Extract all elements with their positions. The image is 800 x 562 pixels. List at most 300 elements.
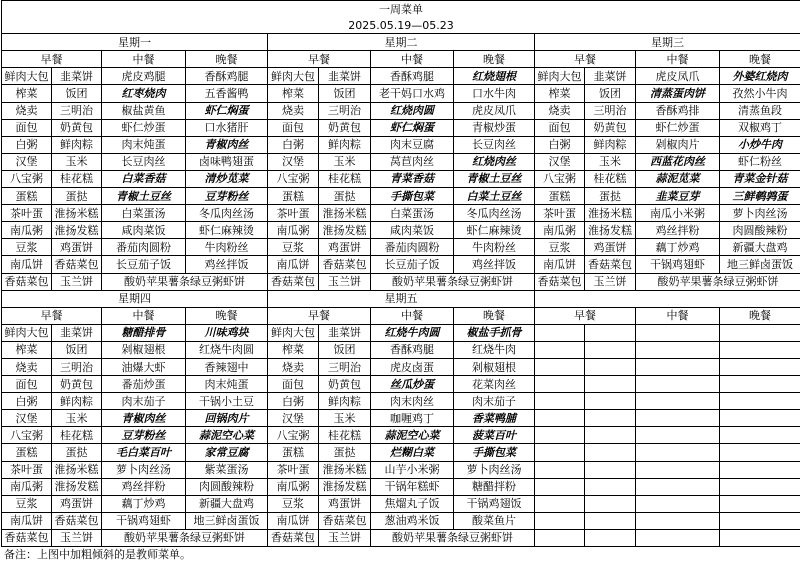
dish-cell: 淮扬发糕	[52, 222, 102, 239]
breakfast-header: 早餐	[535, 51, 636, 68]
dish-cell: 韭菜饼	[319, 324, 371, 341]
dish-cell: 酸奶苹果薯条绿豆粥虾饼	[102, 529, 268, 546]
dish-cell: 鸡蛋饼	[319, 495, 371, 512]
dish-cell: 糖醋拌粉	[454, 478, 535, 495]
empty-cell	[585, 495, 636, 512]
empty-cell	[585, 376, 636, 393]
dish-cell: 肉圆酸辣粉	[186, 478, 268, 495]
page-title: 一周菜单	[2, 1, 800, 18]
empty-cell	[535, 461, 585, 478]
dinner-header: 晚餐	[720, 307, 800, 324]
teacher-dish-cell: 清炒苋菜	[186, 170, 268, 187]
dish-cell: 玉兰饼	[52, 529, 102, 546]
dish-cell: 玉兰饼	[52, 273, 102, 290]
dish-cell: 玉米	[319, 410, 371, 427]
day-header: 星期五	[268, 290, 535, 307]
dish-cell: 藕丁炒鸡	[636, 239, 720, 256]
teacher-dish-cell: 白菜土豆丝	[454, 188, 535, 205]
teacher-dish-cell: 蒜泥空心菜	[186, 427, 268, 444]
dish-cell: 鸡蛋饼	[52, 239, 102, 256]
dish-cell: 八宝粥	[535, 170, 585, 187]
dish-cell: 淮扬米糕	[52, 205, 102, 222]
dish-cell: 香酥鸡腿	[186, 68, 268, 85]
dish-cell: 淮扬米糕	[585, 205, 636, 222]
menu-row	[2, 461, 800, 478]
dish-cell: 面包	[268, 376, 319, 393]
dish-cell: 白菜蛋汤	[371, 205, 454, 222]
empty-cell	[585, 478, 636, 495]
dish-cell: 韭菜饼	[585, 68, 636, 85]
teacher-dish-cell: 回锅肉片	[186, 410, 268, 427]
dish-cell: 桂花糕	[319, 170, 371, 187]
dish-cell: 虎皮凤爪	[636, 68, 720, 85]
dish-cell: 酸奶苹果薯条绿豆粥虾饼	[371, 529, 535, 546]
dinner-header: 晚餐	[186, 51, 268, 68]
dish-cell: 淮扬发糕	[52, 478, 102, 495]
dish-cell: 虎皮卤蛋	[371, 358, 454, 375]
dish-cell: 萝卜肉丝汤	[720, 205, 800, 222]
meal-header-row	[2, 51, 800, 68]
dish-cell: 韭菜饼	[319, 68, 371, 85]
dish-cell: 南瓜粥	[535, 222, 585, 239]
dish-cell: 八宝粥	[2, 170, 52, 187]
dish-cell: 酸菜鱼片	[454, 512, 535, 529]
teacher-dish-cell: 豆芽粉丝	[186, 188, 268, 205]
dish-cell: 冬瓜肉丝汤	[186, 205, 268, 222]
dish-cell: 蛋挞	[52, 188, 102, 205]
dish-cell: 白粥	[535, 136, 585, 153]
dish-cell: 藕丁炒鸡	[102, 495, 186, 512]
dish-cell: 八宝粥	[268, 170, 319, 187]
menu-row	[2, 153, 800, 170]
dish-cell: 白粥	[268, 136, 319, 153]
empty-cell	[585, 444, 636, 461]
teacher-dish-cell: 韭菜豆芽	[636, 188, 720, 205]
dish-cell: 淮扬米糕	[319, 461, 371, 478]
empty-cell	[720, 461, 800, 478]
dish-cell: 南瓜饼	[2, 256, 52, 273]
dish-cell: 南瓜粥	[268, 478, 319, 495]
dish-cell: 香酥鸡腿	[371, 68, 454, 85]
menu-row	[2, 205, 800, 222]
dish-cell: 肉末炖蛋	[186, 376, 268, 393]
dish-cell: 奶黄包	[52, 376, 102, 393]
dish-cell: 鸡丝拌饭	[454, 256, 535, 273]
dish-cell: 面包	[2, 119, 52, 136]
empty-cell	[636, 324, 720, 341]
dish-cell: 虾仁麻辣烫	[454, 222, 535, 239]
empty-cell	[720, 444, 800, 461]
teacher-dish-cell: 蒜泥苋菜	[636, 170, 720, 187]
teacher-dish-cell: 糖醋排骨	[102, 324, 186, 341]
dish-cell: 紫菜蛋汤	[186, 461, 268, 478]
dish-cell: 饭团	[52, 341, 102, 358]
dish-cell: 淮扬发糕	[319, 478, 371, 495]
teacher-dish-cell: 虾仁焖蛋	[186, 102, 268, 119]
empty-cell	[720, 341, 800, 358]
dish-cell: 玉兰饼	[319, 529, 371, 546]
dish-cell: 饭团	[319, 341, 371, 358]
empty-cell	[535, 444, 585, 461]
dish-cell: 鸡蛋饼	[319, 239, 371, 256]
dish-cell: 鸡丝拌饭	[186, 256, 268, 273]
menu-row	[2, 85, 800, 102]
empty-cell	[636, 376, 720, 393]
dish-cell: 干锅年糕虾	[371, 478, 454, 495]
dish-cell: 榨菜	[2, 85, 52, 102]
breakfast-header: 早餐	[2, 307, 102, 324]
dish-cell: 榨菜	[2, 341, 52, 358]
dish-cell: 榨菜	[268, 341, 319, 358]
dish-cell: 白粥	[268, 393, 319, 410]
teacher-dish-cell: 丝瓜炒蛋	[371, 376, 454, 393]
teacher-dish-cell: 三鲜鹌鹑蛋	[720, 188, 800, 205]
dish-cell: 八宝粥	[2, 427, 52, 444]
dish-cell: 长豆肉丝	[102, 153, 186, 170]
empty-cell	[636, 495, 720, 512]
breakfast-header: 早餐	[268, 51, 371, 68]
teacher-dish-cell: 红烧牛肉圆	[371, 324, 454, 341]
menu-row	[2, 376, 800, 393]
dish-cell: 玉米	[319, 153, 371, 170]
menu-row	[2, 170, 800, 187]
empty-cell	[636, 478, 720, 495]
teacher-dish-cell: 烂糊白菜	[371, 444, 454, 461]
dish-cell: 烧卖	[268, 102, 319, 119]
dish-cell: 香菇菜包	[52, 256, 102, 273]
dish-cell: 香菇菜包	[585, 256, 636, 273]
dish-cell: 香酥鸡排	[636, 102, 720, 119]
dish-cell: 汉堡	[535, 153, 585, 170]
empty-cell	[585, 529, 636, 546]
dish-cell: 香辣翅中	[186, 358, 268, 375]
dish-cell: 南瓜粥	[2, 222, 52, 239]
empty-cell	[636, 393, 720, 410]
dish-cell: 花菜肉丝	[454, 376, 535, 393]
dish-cell: 牛肉粉丝	[454, 239, 535, 256]
breakfast-header: 早餐	[2, 51, 102, 68]
dish-cell: 烧卖	[268, 358, 319, 375]
menu-row	[2, 393, 800, 410]
menu-row	[2, 119, 800, 136]
dish-cell: 香菇菜包	[2, 529, 52, 546]
dish-cell: 南瓜小米粥	[636, 205, 720, 222]
dish-cell: 酸奶苹果薯条绿豆粥虾饼	[102, 273, 268, 290]
empty-cell	[720, 512, 800, 529]
dish-cell: 虎皮凤爪	[454, 102, 535, 119]
dish-cell: 鲜肉大包	[268, 68, 319, 85]
dish-cell: 三明治	[52, 358, 102, 375]
teacher-dish-cell: 外婆红烧肉	[720, 68, 800, 85]
meal-header-row	[2, 307, 800, 324]
dish-cell: 蛋挞	[52, 444, 102, 461]
weekly-menu-table	[1, 0, 800, 547]
lunch-header: 中餐	[636, 307, 720, 324]
dish-cell: 蛋挞	[585, 188, 636, 205]
dish-cell: 蛋糕	[268, 188, 319, 205]
dish-cell: 孜然小牛肉	[720, 85, 800, 102]
dish-cell: 肉圆酸辣粉	[720, 222, 800, 239]
dish-cell: 番茄肉圆粉	[371, 239, 454, 256]
menu-row	[2, 256, 800, 273]
menu-row	[2, 444, 800, 461]
menu-row	[2, 427, 800, 444]
day-header: 星期三	[535, 34, 800, 51]
empty-cell	[535, 478, 585, 495]
dish-cell: 南瓜饼	[268, 256, 319, 273]
empty-cell	[535, 512, 585, 529]
dish-cell: 香酥鸡腿	[371, 341, 454, 358]
dish-cell: 桂花糕	[52, 427, 102, 444]
dish-cell: 面包	[268, 119, 319, 136]
dish-cell: 豆浆	[535, 239, 585, 256]
dish-cell: 汉堡	[2, 410, 52, 427]
menu-row	[2, 102, 800, 119]
empty-cell	[636, 529, 720, 546]
empty-cell	[585, 341, 636, 358]
lunch-header: 中餐	[371, 307, 454, 324]
dish-cell: 冬瓜肉丝汤	[454, 205, 535, 222]
dish-cell: 白菜蛋汤	[102, 205, 186, 222]
dish-cell: 新疆大盘鸡	[720, 239, 800, 256]
empty-cell	[535, 529, 585, 546]
teacher-dish-cell: 青菜金针菇	[720, 170, 800, 187]
dish-cell: 鲜肉粽	[319, 136, 371, 153]
dish-cell: 榨菜	[268, 85, 319, 102]
dish-cell: 地三鲜卤蛋饭	[186, 512, 268, 529]
dish-cell: 香菇菜包	[535, 273, 585, 290]
empty-cell	[585, 324, 636, 341]
empty-cell	[535, 324, 585, 341]
dinner-header: 晚餐	[186, 307, 268, 324]
empty-cell	[720, 324, 800, 341]
dish-cell: 肉末茄子	[454, 393, 535, 410]
teacher-dish-cell: 青菜香菇	[371, 170, 454, 187]
dish-cell: 汉堡	[2, 153, 52, 170]
empty-cell	[585, 512, 636, 529]
empty-cell	[720, 410, 800, 427]
dish-cell: 虾仁炒蛋	[636, 119, 720, 136]
dish-cell: 三明治	[319, 102, 371, 119]
day-header: 星期四	[2, 290, 268, 307]
dish-cell: 香菇菜包	[319, 512, 371, 529]
dish-cell: 清蒸鱼段	[720, 102, 800, 119]
empty-cell	[720, 393, 800, 410]
dish-cell: 青椒炒蛋	[454, 119, 535, 136]
dish-cell: 豆浆	[268, 495, 319, 512]
dish-cell: 桂花糕	[52, 170, 102, 187]
dish-cell: 南瓜粥	[268, 222, 319, 239]
dish-cell: 葱油鸡米饭	[371, 512, 454, 529]
dish-cell: 奶黄包	[319, 119, 371, 136]
dish-cell: 饭团	[585, 85, 636, 102]
dish-cell: 茶叶蛋	[2, 205, 52, 222]
dish-cell: 咸肉菜饭	[102, 222, 186, 239]
dish-cell: 玉兰饼	[319, 273, 371, 290]
dish-cell: 虾仁麻辣烫	[186, 222, 268, 239]
dish-cell: 豆浆	[268, 239, 319, 256]
dish-cell: 剁椒翅根	[102, 341, 186, 358]
menu-row	[2, 324, 800, 341]
lunch-header: 中餐	[102, 307, 186, 324]
dinner-header: 晚餐	[454, 51, 535, 68]
teacher-dish-cell: 青椒土豆丝	[454, 170, 535, 187]
dish-cell: 口水猪肝	[186, 119, 268, 136]
dish-cell: 蛋糕	[2, 188, 52, 205]
dish-cell: 红烧牛肉	[454, 341, 535, 358]
empty-cell	[720, 495, 800, 512]
empty-cell	[585, 461, 636, 478]
teacher-dish-cell: 毛白菜百叶	[102, 444, 186, 461]
teacher-dish-cell: 西蓝花肉丝	[636, 153, 720, 170]
dish-cell: 剁椒肉片	[636, 136, 720, 153]
teacher-dish-cell: 小炒牛肉	[720, 136, 800, 153]
dish-cell: 香菇菜包	[268, 273, 319, 290]
teacher-dish-cell: 菠菜百叶	[454, 427, 535, 444]
dish-cell: 鲜肉大包	[268, 324, 319, 341]
dish-cell: 老干妈口水鸡	[371, 85, 454, 102]
lunch-header: 中餐	[102, 51, 186, 68]
date-range: 2025.05.19—05.23	[2, 17, 800, 34]
teacher-dish-cell: 红烧肉丝	[454, 153, 535, 170]
dish-cell: 桂花糕	[319, 427, 371, 444]
dish-cell: 红烧牛肉圆	[186, 341, 268, 358]
dish-cell: 香菇菜包	[52, 512, 102, 529]
empty-cell	[720, 376, 800, 393]
dish-cell: 淮扬米糕	[319, 205, 371, 222]
teacher-dish-cell: 家常豆腐	[186, 444, 268, 461]
menu-row	[2, 68, 800, 85]
dish-cell: 韭菜饼	[52, 324, 102, 341]
dish-cell: 豆浆	[2, 239, 52, 256]
empty-cell	[636, 427, 720, 444]
dish-cell: 鲜肉粽	[52, 393, 102, 410]
teacher-dish-cell: 虾仁焖蛋	[371, 119, 454, 136]
dish-cell: 香菇菜包	[268, 529, 319, 546]
menu-row	[2, 188, 800, 205]
empty-cell	[585, 427, 636, 444]
dish-cell: 鸡丝拌粉	[102, 478, 186, 495]
dish-cell: 长豆茄子饭	[371, 256, 454, 273]
teacher-dish-cell: 青椒肉丝	[102, 410, 186, 427]
dish-cell: 肉末炖蛋	[102, 136, 186, 153]
day-header-row	[2, 290, 800, 307]
empty-cell	[585, 410, 636, 427]
dish-cell: 茶叶蛋	[535, 205, 585, 222]
empty-cell	[535, 341, 585, 358]
dish-cell: 蛋挞	[319, 444, 371, 461]
dish-cell: 虾仁粉丝	[720, 153, 800, 170]
dish-cell: 长豆茄子饭	[102, 256, 186, 273]
dish-cell: 茶叶蛋	[2, 461, 52, 478]
dish-cell: 番茄肉圆粉	[102, 239, 186, 256]
dish-cell: 鲜肉粽	[585, 136, 636, 153]
dish-cell: 三明治	[52, 102, 102, 119]
teacher-dish-cell: 蒜泥空心菜	[371, 427, 454, 444]
teacher-dish-cell: 红烧肉圆	[371, 102, 454, 119]
empty-cell	[636, 444, 720, 461]
menu-row	[2, 512, 800, 529]
empty-cell	[636, 461, 720, 478]
dish-cell: 肉末肉丝	[371, 393, 454, 410]
dish-cell: 豆浆	[2, 495, 52, 512]
empty-cell	[535, 358, 585, 375]
dish-cell: 南瓜饼	[2, 512, 52, 529]
empty-cell	[535, 427, 585, 444]
teacher-dish-cell: 手撕包菜	[371, 188, 454, 205]
dish-cell: 干锅鸡翅虾	[636, 256, 720, 273]
menu-row	[2, 358, 800, 375]
dish-cell: 地三鲜卤蛋饭	[720, 256, 800, 273]
dish-cell: 淮扬发糕	[319, 222, 371, 239]
dish-cell: 鲜肉粽	[52, 136, 102, 153]
dish-cell: 酸奶苹果薯条绿豆粥虾饼	[636, 273, 800, 290]
dish-cell: 鸡蛋饼	[585, 239, 636, 256]
dish-cell: 茶叶蛋	[268, 205, 319, 222]
dish-cell: 蛋挞	[319, 188, 371, 205]
dish-cell: 萝卜肉丝汤	[454, 461, 535, 478]
dish-cell: 玉米	[52, 410, 102, 427]
menu-row	[2, 478, 800, 495]
dish-cell: 口水牛肉	[454, 85, 535, 102]
empty-cell	[585, 393, 636, 410]
dish-cell: 长豆肉丝	[454, 136, 535, 153]
menu-row	[2, 341, 800, 358]
teacher-dish-cell: 椒盐手抓骨	[454, 324, 535, 341]
footnote: 备注：上图中加粗倾斜的是教师菜单。	[4, 548, 800, 562]
menu-row	[2, 410, 800, 427]
breakfast-header: 早餐	[535, 307, 636, 324]
dish-cell: 白粥	[2, 136, 52, 153]
dish-cell: 鲜肉大包	[2, 324, 52, 341]
day-header: 星期一	[2, 34, 268, 51]
dish-cell: 鲜肉大包	[535, 68, 585, 85]
dish-cell: 蛋糕	[268, 444, 319, 461]
dish-cell: 三明治	[585, 102, 636, 119]
dish-cell: 干锅鸡翅虾	[102, 512, 186, 529]
dinner-header: 晚餐	[454, 307, 535, 324]
dish-cell: 玉兰饼	[585, 273, 636, 290]
teacher-dish-cell: 青椒土豆丝	[102, 188, 186, 205]
dish-cell: 酸奶苹果薯条绿豆粥虾饼	[371, 273, 535, 290]
dish-cell: 牛肉粉丝	[186, 239, 268, 256]
dish-cell: 肉末豆腐	[371, 136, 454, 153]
teacher-dish-cell: 红枣烧肉	[102, 85, 186, 102]
empty-cell	[636, 341, 720, 358]
dish-cell: 香菇菜包	[2, 273, 52, 290]
dish-cell: 茶叶蛋	[268, 461, 319, 478]
teacher-dish-cell: 白菜香菇	[102, 170, 186, 187]
teacher-dish-cell: 手撕包菜	[454, 444, 535, 461]
dish-cell: 面包	[535, 119, 585, 136]
empty-cell	[636, 512, 720, 529]
dish-cell: 香菇菜包	[319, 256, 371, 273]
menu-row	[2, 136, 800, 153]
dish-cell: 桂花糕	[585, 170, 636, 187]
dish-cell: 烧卖	[2, 102, 52, 119]
empty-cell	[720, 427, 800, 444]
empty-cell	[585, 358, 636, 375]
dish-cell: 双椒鸡丁	[720, 119, 800, 136]
menu-row	[2, 273, 800, 290]
dish-cell: 鲜肉粽	[319, 393, 371, 410]
dish-cell: 肉末茄子	[102, 393, 186, 410]
dish-cell: 南瓜粥	[2, 478, 52, 495]
dinner-header: 晚餐	[720, 51, 800, 68]
dish-cell: 咖喱鸡丁	[371, 410, 454, 427]
dish-cell: 白粥	[2, 393, 52, 410]
dish-cell: 玉米	[52, 153, 102, 170]
